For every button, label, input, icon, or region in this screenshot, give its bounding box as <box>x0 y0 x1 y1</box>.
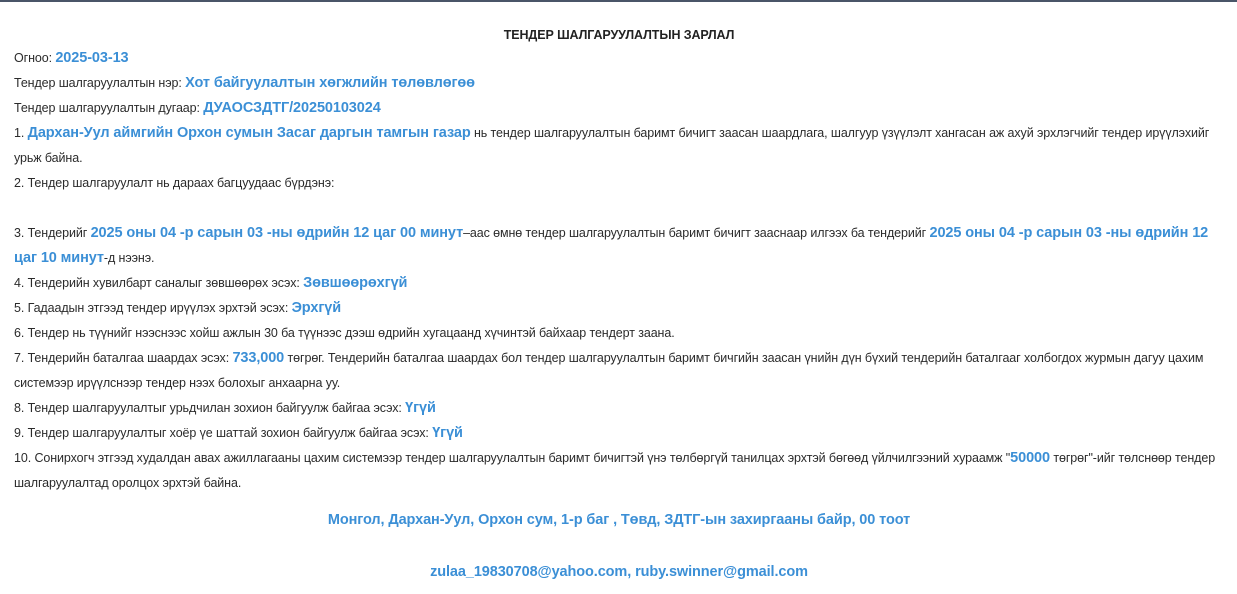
item-9-label: 9. Тендер шалгаруулалтыг хоёр үе шаттай зохион байгуулж байгаа эсэх: <box>14 426 433 440</box>
item-3 <box>14 221 1224 271</box>
item-4-value: Зөвшөөрөхгүй <box>303 275 408 291</box>
item-10-fee: 50000 <box>1010 450 1050 466</box>
item-3-middle: –аас өмнө тендер шалгаруулалтын баримт бичигт зааснаар илгээх ба тендерийг <box>463 226 930 240</box>
tender-number-label: Тендер шалгаруулалтын дугаар: <box>14 101 204 115</box>
tender-name-line <box>14 71 1224 96</box>
address: Монгол, Дархан-Уул, Орхон сум, 1-р баг , Төвд, ЗДТГ-ын захиргааны байр, 00 тоот <box>327 512 911 528</box>
item-10-suffix: төгрөг"-ийг төлснөөр тендер шалгаруулалтад оролцох эрхтэй байна. <box>14 451 1216 490</box>
item-1-prefix: 1. <box>14 126 28 140</box>
item-4 <box>14 271 1224 296</box>
item-1-organization: Дархан-Уул аймгийн Орхон сумын Засаг даргын тамгын газар <box>27 125 471 141</box>
tender-name-value: Хот байгуулалтын хөгжлийн төлөвлөгөө <box>185 75 475 91</box>
date-line <box>14 46 1224 71</box>
tender-name-label: Тендер шалгаруулалтын нэр: <box>14 76 186 90</box>
package-list-empty <box>14 196 1224 221</box>
item-7-value: 733,000 <box>232 350 285 366</box>
item-3-deadline: 2025 оны 04 -р сарын 03 -ны өдрийн 12 цаг 00 минут <box>90 225 464 241</box>
item-9 <box>14 421 1224 446</box>
contact-emails[interactable]: zulaa_19830708@yahoo.com, ruby.swinner@gmail.com <box>430 564 808 580</box>
page-title: ТЕНДЕР ШАЛГАРУУЛАЛТЫН ЗАРЛАЛ <box>503 28 735 42</box>
item-7-label: 7. Тендерийн баталгаа шаардах эсэх: <box>14 351 233 365</box>
item-4-label: 4. Тендерийн хувилбарт саналыг зөвшөөрөх эсэх: <box>14 276 304 290</box>
item-8 <box>14 396 1224 421</box>
tender-number-value: ДУАОСЗДТГ/20250103024 <box>203 100 381 116</box>
item-5-value: Эрхгүй <box>291 300 342 316</box>
item-10 <box>14 446 1224 496</box>
top-border <box>0 0 1237 2</box>
item-8-value: Үгүй <box>405 400 436 416</box>
item-1-text: нь тендер шалгаруулалтын баримт бичигт заасан шаардлага, шалгуур үзүүлэлт хангасан аж ахуй эрхлэгчийг тендер ирүүлэхийг урьж байна. <box>14 126 1210 165</box>
item-3-suffix: -д нээнэ. <box>103 251 155 265</box>
item-3-opening: 2025 оны 04 -р сарын 03 -ны өдрийн 12 цаг 10 минут <box>14 225 1209 266</box>
item-5-label: 5. Гадаадын этгээд тендер ирүүлэх эрхтэй эсэх: <box>14 301 292 315</box>
item-8-label: 8. Тендер шалгаруулалтыг урьдчилан зохион байгуулж байгаа эсэх: <box>14 401 406 415</box>
item-6: 6. Тендер нь түүнийг нээснээс хойш ажлын 30 ба түүнээс дээш өдрийн хугацаанд хүчинтэй байхаар тендерт заана. <box>14 326 675 340</box>
item-1 <box>14 121 1224 171</box>
tender-announcement <box>14 26 1224 580</box>
item-10-prefix: 10. Сонирхогч этгээд худалдан авах ажиллагааны цахим системээр тендер шалгаруулалтын баримт бичигтэй үнэ төлбөргүй танилцах эрхтэй бөгөөд үйлчилгээний хураамж " <box>14 451 1011 465</box>
item-7 <box>14 346 1224 396</box>
item-2: 2. Тендер шалгаруулалт нь дараах багцуудаас бүрдэнэ: <box>14 176 335 190</box>
item-9-value: Үгүй <box>432 425 463 441</box>
item-5 <box>14 296 1224 321</box>
item-3-prefix: 3. Тендерийг <box>14 226 91 240</box>
tender-number-line <box>14 96 1224 121</box>
date-value: 2025-03-13 <box>55 50 129 66</box>
date-label: Огноо: <box>14 51 56 65</box>
item-7-text: төгрөг. Тендерийн баталгаа шаардах бол тендер шалгаруулалтын баримт бичгийн заасан үнийн дүн бүхий тендерийн баталгааг холбогдох журмын дагуу цахим системээр ирүүлснээр тендер нээх болохыг анхаарна уу. <box>14 351 1204 390</box>
